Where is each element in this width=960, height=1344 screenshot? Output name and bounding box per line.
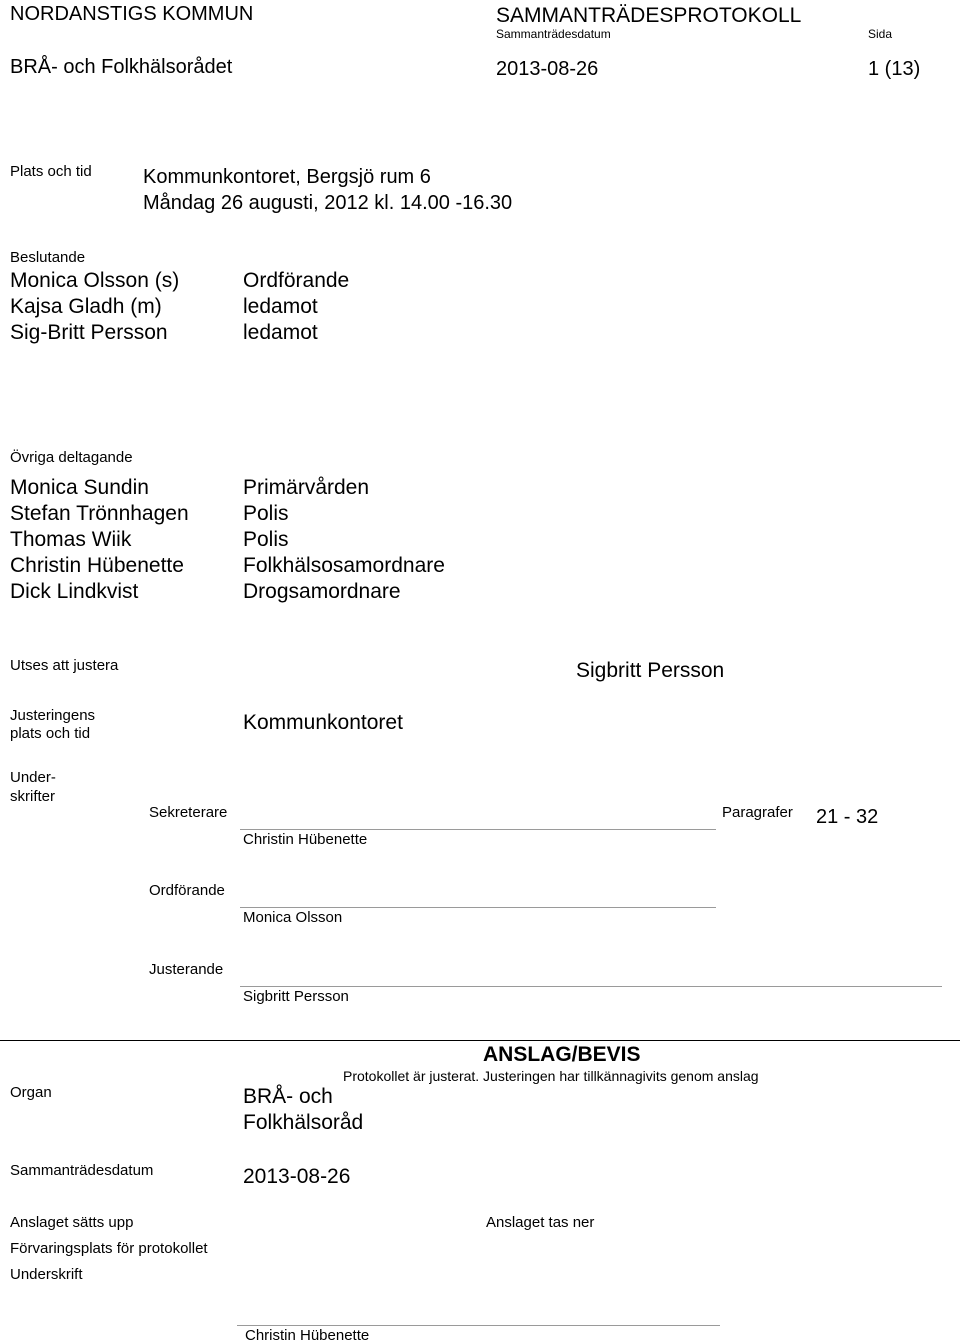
organ-label: Organ	[10, 1084, 52, 1101]
participant-role: Polis	[243, 502, 289, 525]
member-name: Kajsa Gladh (m)	[10, 295, 162, 318]
adjust-place-value: Kommunkontoret	[243, 711, 403, 734]
participant-role: Primärvården	[243, 476, 370, 499]
member-name: Monica Olsson (s)	[10, 269, 180, 292]
adjuster-signature-line	[240, 986, 942, 987]
paragraphs-value: 21 - 32	[816, 806, 879, 828]
municipality-name: NORDANSTIGS KOMMUN	[10, 3, 254, 25]
chair-label: Ordförande	[149, 882, 225, 899]
body-name: BRÅ- och Folkhälsorådet	[10, 56, 233, 78]
participant-name: Dick Lindkvist	[10, 580, 139, 603]
notice-date-label: Sammanträdesdatum	[10, 1162, 154, 1179]
secretary-name: Christin Hübenette	[243, 831, 368, 848]
others-roles	[243, 475, 445, 605]
participant-role: Folkhälsosamordnare	[243, 554, 445, 577]
deciding-roles	[243, 268, 349, 346]
deciding-label: Beslutande	[10, 249, 86, 266]
place-time-block	[143, 164, 512, 216]
adjust-place-label: Justeringens plats och tid	[10, 707, 96, 742]
page-number: 1 (13)	[868, 58, 921, 80]
chair-name: Monica Olsson	[243, 909, 343, 926]
chair-signature-line	[240, 907, 716, 908]
removed-label: Anslaget tas ner	[486, 1214, 595, 1231]
signatures-label: Under- skrifter	[10, 769, 56, 805]
participant-role: Drogsamordnare	[243, 580, 401, 603]
adjuster-label: Justerande	[149, 961, 224, 978]
place-time-label: Plats och tid	[10, 163, 92, 180]
participant-role: Polis	[243, 528, 289, 551]
notice-title: ANSLAG/BEVIS	[483, 1043, 641, 1066]
paragraphs-label: Paragrafer	[722, 804, 793, 821]
member-role: ledamot	[243, 321, 318, 344]
member-role: ledamot	[243, 295, 318, 318]
adjuster-name: Sigbritt Persson	[243, 988, 349, 1005]
signature-label: Underskrift	[10, 1266, 83, 1283]
organ-value: BRÅ- och Folkhälsoråd	[243, 1085, 364, 1134]
page-caption: Sida	[868, 27, 893, 41]
participant-name: Stefan Trönnhagen	[10, 502, 189, 525]
participant-name: Thomas Wiik	[10, 528, 132, 551]
others-label: Övriga deltagande	[10, 449, 133, 466]
document-type: SAMMANTRÄDESPROTOKOLL	[496, 4, 802, 27]
meeting-date: 2013-08-26	[496, 58, 599, 80]
others-names	[10, 475, 189, 605]
secretary-label: Sekreterare	[149, 804, 228, 821]
date-caption: Sammanträdesdatum	[496, 27, 611, 41]
posted-label: Anslaget sätts upp	[10, 1214, 134, 1231]
member-name: Sig-Britt Persson	[10, 321, 168, 344]
storage-label: Förvaringsplats för protokollet	[10, 1240, 208, 1257]
adjust-label: Utses att justera	[10, 657, 119, 674]
secretary-signature-line	[240, 829, 716, 830]
member-role: Ordförande	[243, 269, 350, 292]
notice-date-value: 2013-08-26	[243, 1165, 351, 1188]
meeting-time: Måndag 26 augusti, 2012 kl. 14.00 -16.30	[143, 192, 513, 214]
adjuster-value: Sigbritt Persson	[576, 659, 725, 682]
notice-text: Protokollet är justerat. Justeringen har tillkännagivits genom anslag	[343, 1068, 759, 1084]
notice-signer-name: Christin Hübenette	[245, 1327, 370, 1344]
notice-signature-line	[237, 1325, 720, 1326]
section-divider	[0, 1040, 960, 1041]
participant-name: Monica Sundin	[10, 476, 149, 499]
deciding-names	[10, 268, 179, 346]
meeting-place: Kommunkontoret, Bergsjö rum 6	[143, 166, 431, 188]
participant-name: Christin Hübenette	[10, 554, 184, 577]
